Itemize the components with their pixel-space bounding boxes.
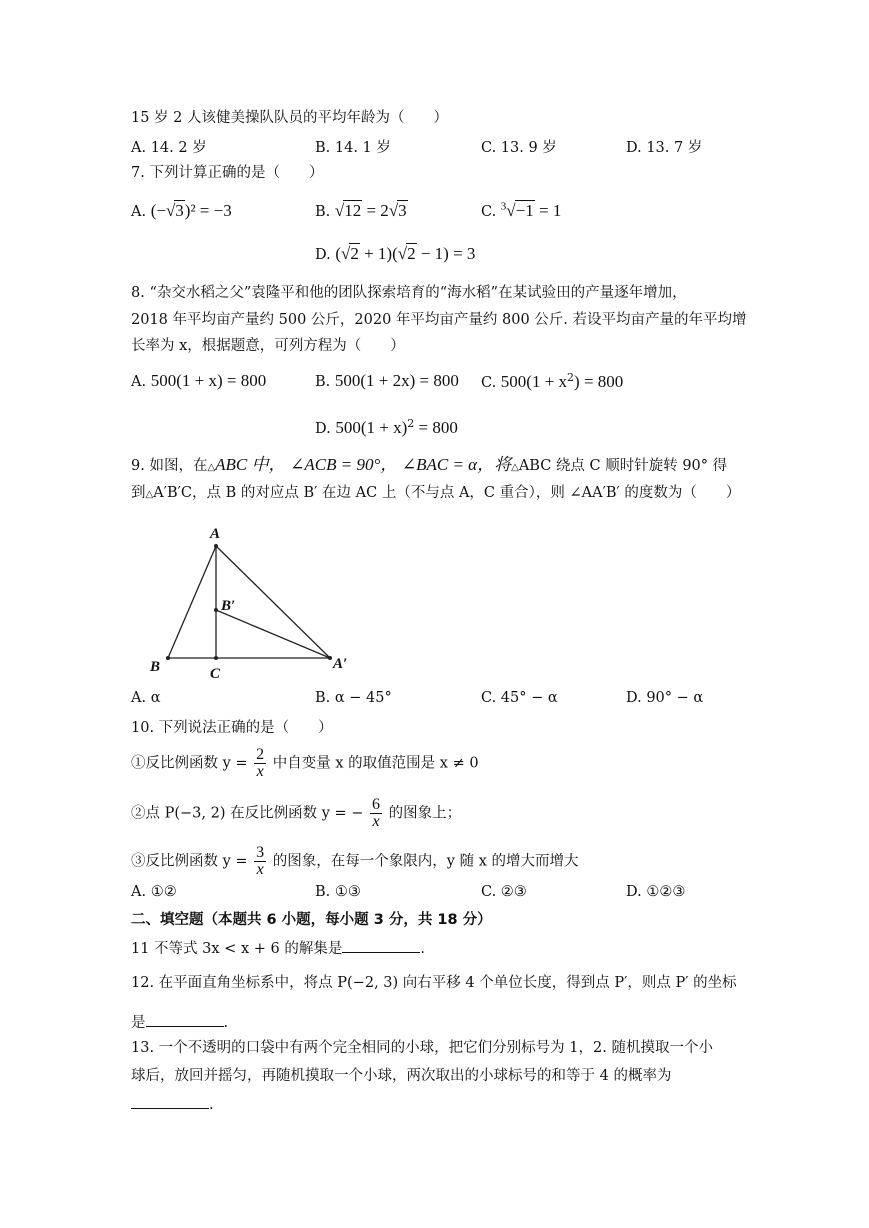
- q10-option-d: D. ①②③: [626, 884, 686, 900]
- q10-statement-2: ②点 P(−3, 2) 在反比例函数 y = − $\frac{6}{x}$ 的图象上；: [131, 796, 462, 830]
- q7-stem: 7. 下列计算正确的是（ ）: [131, 165, 324, 181]
- section-heading: 二、填空题（本题共 6 小题，每小题 3 分，共 18 分）: [131, 912, 492, 928]
- q6-option-a: A. 14. 2 岁: [131, 140, 207, 156]
- q13-line-3: .: [131, 1094, 214, 1115]
- triangle-figure: [140, 520, 360, 682]
- q10-stem: 10. 下列说法正确的是（ ）: [131, 720, 333, 736]
- q9-option-a: A. α: [131, 690, 161, 706]
- q6-option-c: C. 13. 9 岁: [481, 140, 557, 156]
- q12-line-2: 是 .: [131, 1012, 228, 1033]
- q8-option-a: A. 500(1 + x) = 800: [131, 371, 267, 390]
- fraction: $\frac{3}{x}$: [256, 844, 265, 878]
- q6-option-d: D. 13. 7 岁: [626, 140, 703, 156]
- q7-option-d: D. (√2 + 1)(√2 − 1) = 3: [315, 244, 476, 263]
- q7-option-c: C. $^3$√−1 = 1: [481, 200, 562, 220]
- q8-option-c: C. $500(1 + x^2) = 800$: [481, 371, 624, 391]
- answer-blank: [131, 1094, 209, 1109]
- answer-blank: [342, 938, 420, 953]
- fraction: $\frac{6}{x}$: [372, 796, 381, 830]
- q13-line-2: 球后，放回并摇匀，再随机摸取一个小球，两次取出的小球标号的和等于 4 的概率为: [131, 1068, 672, 1084]
- figure-label-a-prime: A′: [333, 656, 348, 672]
- q12-line-1: 12. 在平面直角坐标系中，将点 P(−2, 3) 向右平移 4 个单位长度，得到点 P′，则点 P′ 的坐标: [131, 975, 737, 991]
- q8-line-2: 2018 年平均亩产量约 500 公斤，2020 年平均亩产量约 800 公斤. 若设平均亩产量的年平均增: [131, 312, 747, 328]
- q9-line-2: 到△A′B′C，点 B 的对应点 B′ 在边 AC 上（不与点 A，C 重合），则 ∠AA′B′ 的度数为（ ）: [131, 485, 741, 501]
- q10-option-b: B. ①③: [315, 884, 361, 900]
- q8-line-3: 长率为 x，根据题意，可列方程为（ ）: [131, 338, 405, 354]
- q11: 11 不等式 3x < x + 6 的解集是 .: [131, 938, 425, 959]
- q8-option-d: D. $500(1 + x)^2 = 800$: [315, 417, 458, 437]
- figure-label-c: C: [210, 666, 221, 682]
- q10-option-a: A. ①②: [131, 884, 177, 900]
- q10-option-c: C. ②③: [481, 884, 527, 900]
- q9-option-d: D. 90° − α: [626, 690, 704, 706]
- q13-line-1: 13. 一个不透明的口袋中有两个完全相同的小球，把它们分别标号为 1，2. 随机摸取一个小: [131, 1040, 713, 1056]
- q10-statement-3: ③反比例函数 y = $\frac{3}{x}$ 的图象，在每一个象限内，y 随 x 的增大而增大: [131, 844, 579, 878]
- q9-option-c: C. 45° − α: [481, 690, 558, 706]
- q8-line-1: 8. “杂交水稻之父”袁隆平和他的团队探索培育的“海水稻”在某试验田的产量逐年增加，: [131, 285, 687, 301]
- answer-blank: [146, 1012, 224, 1027]
- q9-line-1: 9. 如图，在△ABC 中， ∠ACB = 90°， ∠BAC = α，将△ABC 绕点 C 顺时针旋转 90° 得: [131, 455, 728, 474]
- q9-option-b: B. α − 45°: [315, 690, 392, 706]
- q6-stem: 15 岁 2 人该健美操队队员的平均年龄为（ ）: [131, 110, 449, 126]
- q10-statement-1: ①反比例函数 y = $\frac{2}{x}$ 中自变量 x 的取值范围是 x ≠ 0: [131, 746, 479, 780]
- q6-option-b: B. 14. 1 岁: [315, 140, 391, 156]
- q7-option-a: A. (−√3)² = −3: [131, 201, 232, 220]
- fraction: $\frac{2}{x}$: [256, 746, 265, 780]
- q7-option-b: B. √12 = 2√3: [315, 201, 407, 220]
- q8-option-b: B. 500(1 + 2x) = 800: [315, 371, 459, 390]
- figure-label-a: A: [210, 526, 221, 542]
- figure-label-b: B: [150, 659, 161, 675]
- figure-label-b-prime: B′: [221, 598, 236, 614]
